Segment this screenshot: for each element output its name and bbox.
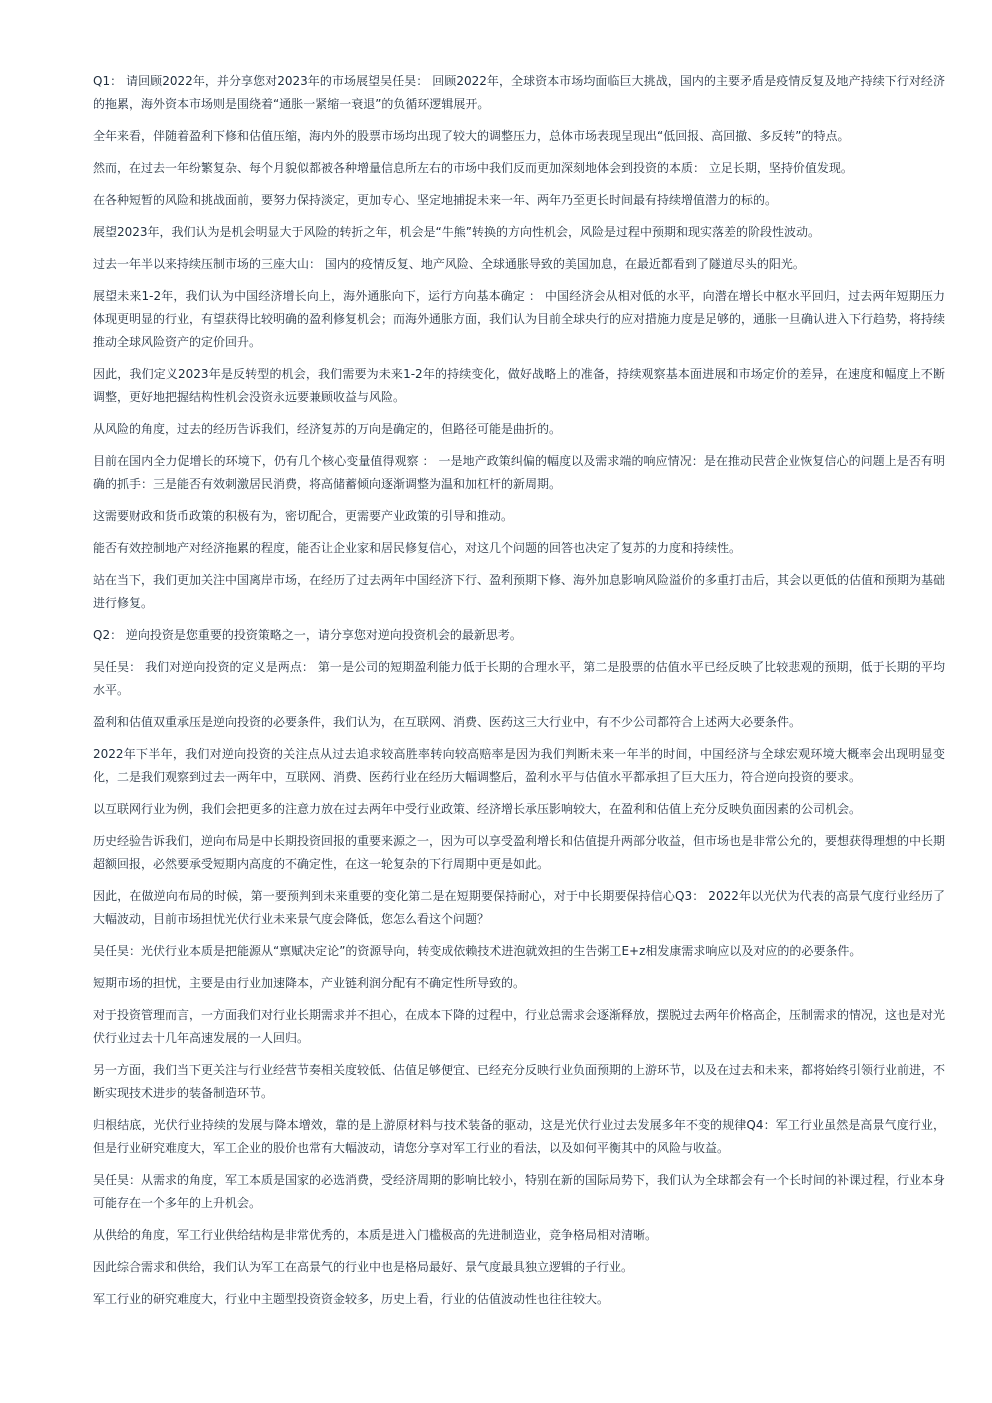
paragraph: 2022年下半年，我们对逆向投资的关注点从过去追求较高胜率转向较高赔率是因为我们判断未来一年半的时间，中国经济与全球宏观环境大概率会出现明显变化，二是我们观察到过去一两年中，互联网、消费、医药行业在经历大幅调整后，盈利水平与估值水平都承担了巨大压力，符合逆向投资的要求。 xyxy=(93,747,945,784)
paragraph: 吴任昊：从需求的角度，军工本质是国家的必选消费，受经济周期的影响比较小，特别在新的国际局势下，我们认为全球都会有一个长时间的补课过程，行业本身可能存在一个多年的上升机会。 xyxy=(93,1173,946,1210)
paragraph: 军工行业的研究难度大，行业中主题型投资资金较多，历史上看，行业的估值波动性也往往较大。 xyxy=(93,1292,610,1306)
paragraph: 以互联网行业为例，我们会把更多的注意力放在过去两年中受行业政策、经济增长承压影响较大，在盈利和估值上充分反映负面因素的公司机会。 xyxy=(93,802,862,816)
paragraph-q3: 因此，在做逆向布局的时候，第一要预判到未来重要的变化第二是在短期要保持耐心，对于中长期要保持信心Q3： 2022年以光伏为代表的高景气度行业经历了大幅波动，目前市场担忧光伏行业未来景气度会降低，您怎么看这个问题？ xyxy=(93,889,945,926)
paragraph: 能否有效控制地产对经济拖累的程度，能否让企业家和居民修复信心，对这几个问题的回答也决定了复苏的力度和持续性。 xyxy=(93,541,742,555)
paragraph: 这需要财政和货币政策的积极有为，密切配合，更需要产业政策的引导和推动。 xyxy=(93,509,514,523)
paragraph: 然而，在过去一年纷繁复杂、每个月貌似都被各种增量信息所左右的市场中我们反而更加深刻地体会到投资的本质： 立足长期，坚持价值发现。 xyxy=(93,161,853,175)
document-body xyxy=(93,70,945,1320)
paragraph: 站在当下，我们更加关注中国离岸市场，在经历了过去两年中国经济下行、盈利预期下修、海外加息影响风险溢价的多重打击后，其会以更低的估值和预期为基础进行修复。 xyxy=(93,573,946,610)
paragraph: 在各种短暂的风险和挑战面前，要努力保持淡定，更加专心、坚定地捕捉未来一年、两年乃至更长时间最有持续增值潜力的标的。 xyxy=(93,193,778,207)
paragraph-q2: Q2： 逆向投资是您重要的投资策略之一，请分享您对逆向投资机会的最新思考。 xyxy=(93,628,522,642)
paragraph: 另一方面，我们当下更关注与行业经营节奏相关度较低、估值足够便宜、已经充分反映行业负面预期的上游环节，以及在过去和未来，都将始终引领行业前进，不断实现技术进步的装备制造环节。 xyxy=(93,1063,946,1100)
paragraph: 吴任昊：光伏行业本质是把能源从“禀赋决定论”的资源导向，转变成依赖技术进泡就效担的生告粥工E+z相发康需求响应以及对应的的必要条件。 xyxy=(93,944,862,958)
paragraph: 全年来看，伴随着盈利下修和估值压缩，海内外的股票市场均出现了较大的调整压力，总体市场表现呈现出“低回报、高回撤、多反转”的特点。 xyxy=(93,129,850,143)
paragraph: 从风险的角度，过去的经历告诉我们，经济复苏的万向是确定的，但路径可能是曲折的。 xyxy=(93,422,562,436)
paragraph: 目前在国内全力促增长的环境下，仍有几个核心变量值得观察 ： 一是地产政策纠偏的幅度以及需求端的响应情况：是在推动民营企业恢复信心的问题上是否有明确的抓手：三是能否有效刺激居民消费，将高储蓄倾向逐渐调整为温和加杠杆的新周期。 xyxy=(93,454,945,491)
paragraph-q1: Q1： 请回顾2022年，并分享您对2023年的市场展望吴任昊： 回顾2022年，全球资本市场均面临巨大挑战，国内的主要矛盾是疫情反复及地产持续下行对经济的拖累，海外资本市场则是围绕着“通胀一紧缩一衰退”的负循环逻辑展开。 xyxy=(93,74,945,111)
paragraph: 历史经验告诉我们，逆向布局是中长期投资回报的重要来源之一，因为可以享受盈利增长和估值提升两部分收益，但市场也是非常公允的，要想获得理想的中长期超额回报，必然要承受短期内高度的不确定性，在这一轮复杂的下行周期中更是如此。 xyxy=(93,834,946,871)
paragraph: 从供给的角度，军工行业供给结构是非常优秀的，本质是进入门槛极高的先进制造业，竞争格局相对清晰。 xyxy=(93,1228,658,1242)
paragraph: 展望2023年，我们认为是机会明显大于风险的转折之年，机会是“牛熊”转换的方向性机会，风险是过程中预期和现实落差的阶段性波动。 xyxy=(93,225,820,239)
paragraph: 短期市场的担忧，主要是由行业加速降本，产业链利润分配有不确定性所导致的。 xyxy=(93,976,526,990)
paragraph: 对于投资管理而言，一方面我们对行业长期需求并不担心，在成本下降的过程中，行业总需求会逐渐释放，摆脱过去两年价格高企，压制需求的情况，这也是对光伏行业过去十几年高速发展的一人回归。 xyxy=(93,1008,946,1045)
paragraph: 盈利和估值双重承压是逆向投资的必要条件，我们认为，在互联网、消费、医药这三大行业中，有不少公司都符合上述两大必要条件。 xyxy=(93,715,802,729)
paragraph-q4: 归根结底，光伏行业持续的发展与降本增效，靠的是上游原材料与技术装备的驱动，这是光伏行业过去发展多年不变的规律Q4：军工行业虽然是高景气度行业，但是行业研究难度大，军工企业的股价也常有大幅波动，请您分享对军工行业的看法，以及如何平衡其中的风险与收益。 xyxy=(93,1118,945,1155)
paragraph: 展望未来1-2年，我们认为中国经济增长向上，海外通胀向下，运行方向基本确定 ： 中国经济会从相对低的水平，向潜在增长中枢水平回归，过去两年短期压力体现更明显的行业，有望获得比较明确的盈利修复机会；而海外通胀方面，我们认为目前全球央行的应对措施力度是足够的，通胀一旦确认进入下行趋势，将持续推动全球风险资产的定价回升。 xyxy=(93,289,946,349)
paragraph: 因此，我们定义2023年是反转型的机会，我们需要为未来1-2年的持续变化，做好战略上的准备，持续观察基本面进展和市场定价的差异，在速度和幅度上不断调整，更好地把握结构性机会没资永远要兼顾收益与风险。 xyxy=(93,367,945,404)
paragraph: 过去一年半以来持续压制市场的三座大山： 国内的疫情反复、地产风险、全球通胀导致的美国加息，在最近都看到了隧道尽头的阳光。 xyxy=(93,257,805,271)
paragraph: 因此综合需求和供给，我们认为军工在高景气的行业中也是格局最好、景气度最具独立逻辑的子行业。 xyxy=(93,1260,634,1274)
paragraph: 吴任昊： 我们对逆向投资的定义是两点： 第一是公司的短期盈利能力低于长期的合理水平，第二是股票的估值水平已经反映了比较悲观的预期，低于长期的平均水平。 xyxy=(93,660,945,697)
